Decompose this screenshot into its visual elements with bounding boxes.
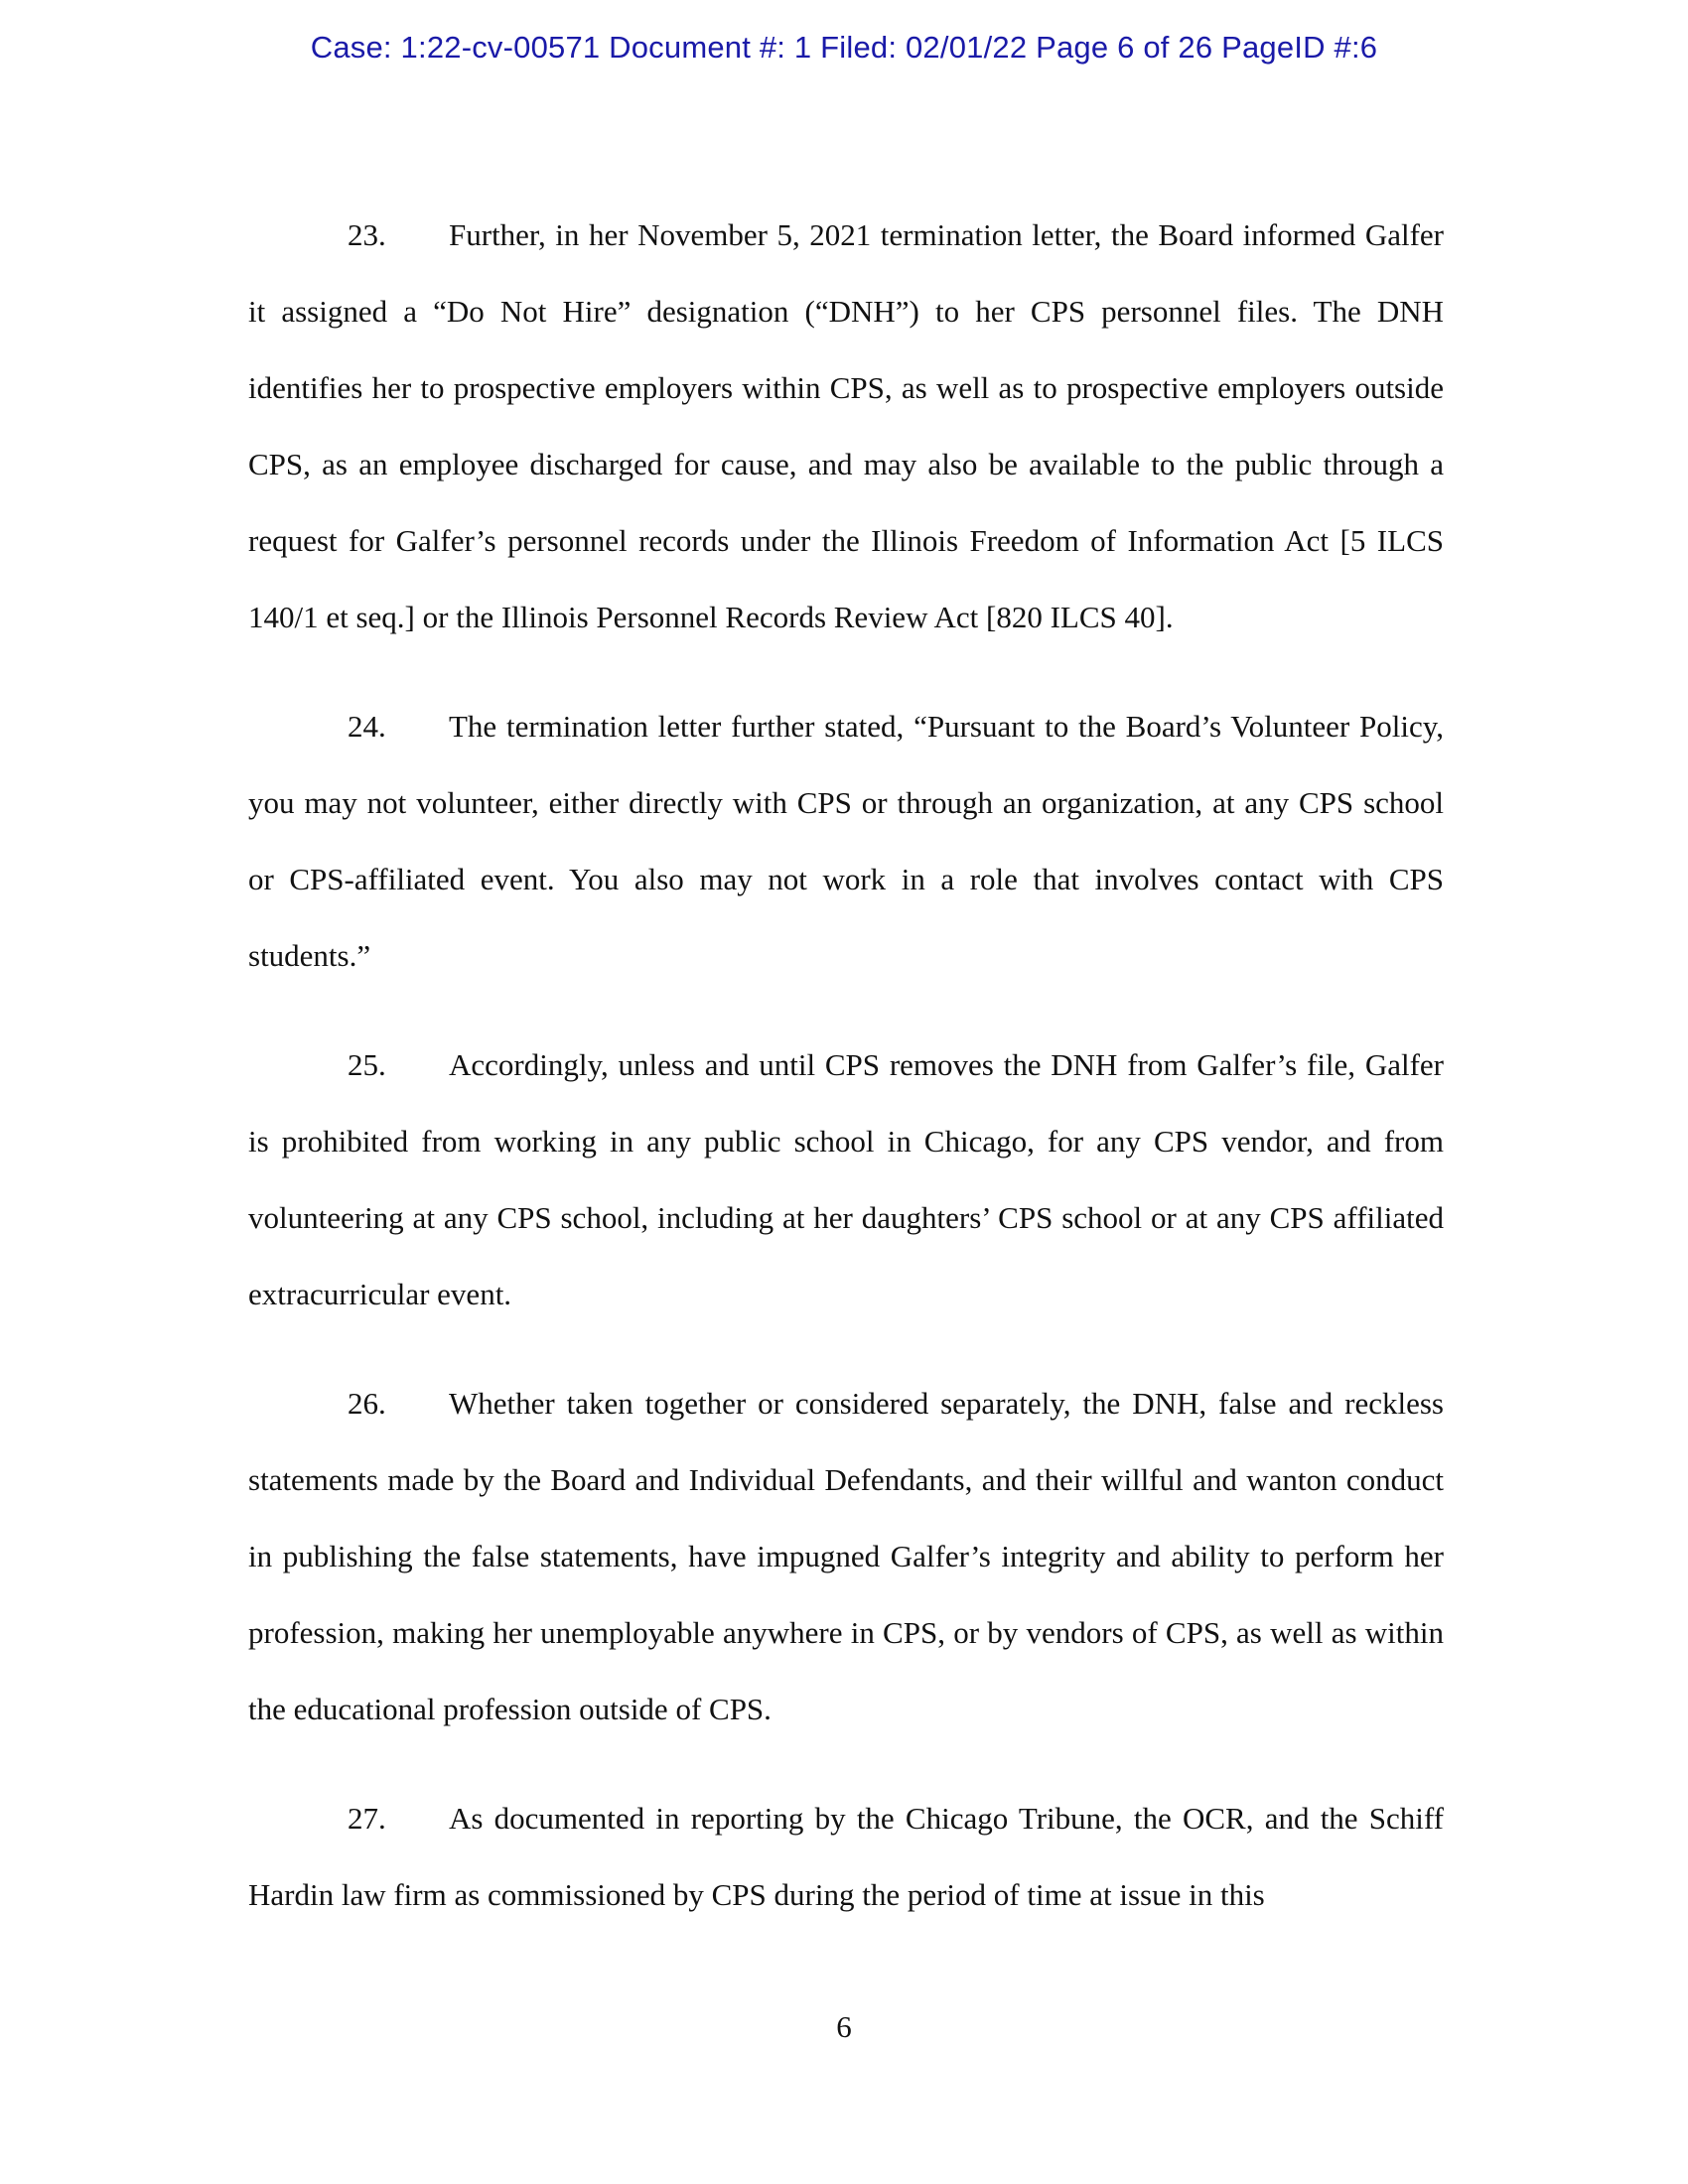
document-body [248,197,1444,1933]
paragraph-text: Further, in her November 5, 2021 termination letter, the Board informed Galfer it assigned a “Do Not Hire” designation (“DNH”) to her CPS personnel files. The DNH identifies her to prospective employers within CPS, as well as to prospective employers outside CPS, as an employee discharged for cause, and may also be available to the public through a request for Galfer’s personnel records under the Illinois Freedom of Information Act [5 ILCS 140/1 et seq.] or the Illinois Personnel Records Review Act [820 ILCS 40]. [248,217,1444,634]
paragraph-25 [248,1026,1444,1332]
paragraph-number: 24. [348,709,386,744]
paragraph-number: 25. [348,1047,386,1082]
case-header: Case: 1:22-cv-00571 Document #: 1 Filed: 02/01/22 Page 6 of 26 PageID #:6 [310,30,1378,65]
paragraph-text: The termination letter further stated, “Pursuant to the Board’s Volunteer Policy, you may not volunteer, either directly with CPS or through an organization, at any CPS school or CPS-affiliated event. You also may not work in a role that involves contact with CPS students.” [248,709,1444,973]
paragraph-number: 23. [348,217,386,252]
paragraph-number: 27. [348,1801,386,1836]
paragraph-text: Accordingly, unless and until CPS removes the DNH from Galfer’s file, Galfer is prohibited from working in any public school in Chicago, for any CPS vendor, and from volunteering at any CPS school, including at her daughters’ CPS school or at any CPS affiliated extracurricular event. [248,1047,1444,1311]
paragraph-27 [248,1780,1444,1933]
paragraph-text: As documented in reporting by the Chicago Tribune, the OCR, and the Schiff Hardin law firm as commissioned by CPS during the period of time at issue in this [248,1801,1444,1912]
paragraph-number: 26. [348,1386,386,1421]
paragraph-24 [248,688,1444,994]
paragraph-26 [248,1365,1444,1747]
page-number: 6 [836,2009,852,2044]
paragraph-23 [248,197,1444,655]
paragraph-text: Whether taken together or considered separately, the DNH, false and reckless statements made by the Board and Individual Defendants, and their willful and wanton conduct in publishing the false statements, have impugned Galfer’s integrity and ability to perform her profession, making her unemployable anywhere in CPS, or by vendors of CPS, as well as within the educational profession outside of CPS. [248,1386,1444,1726]
